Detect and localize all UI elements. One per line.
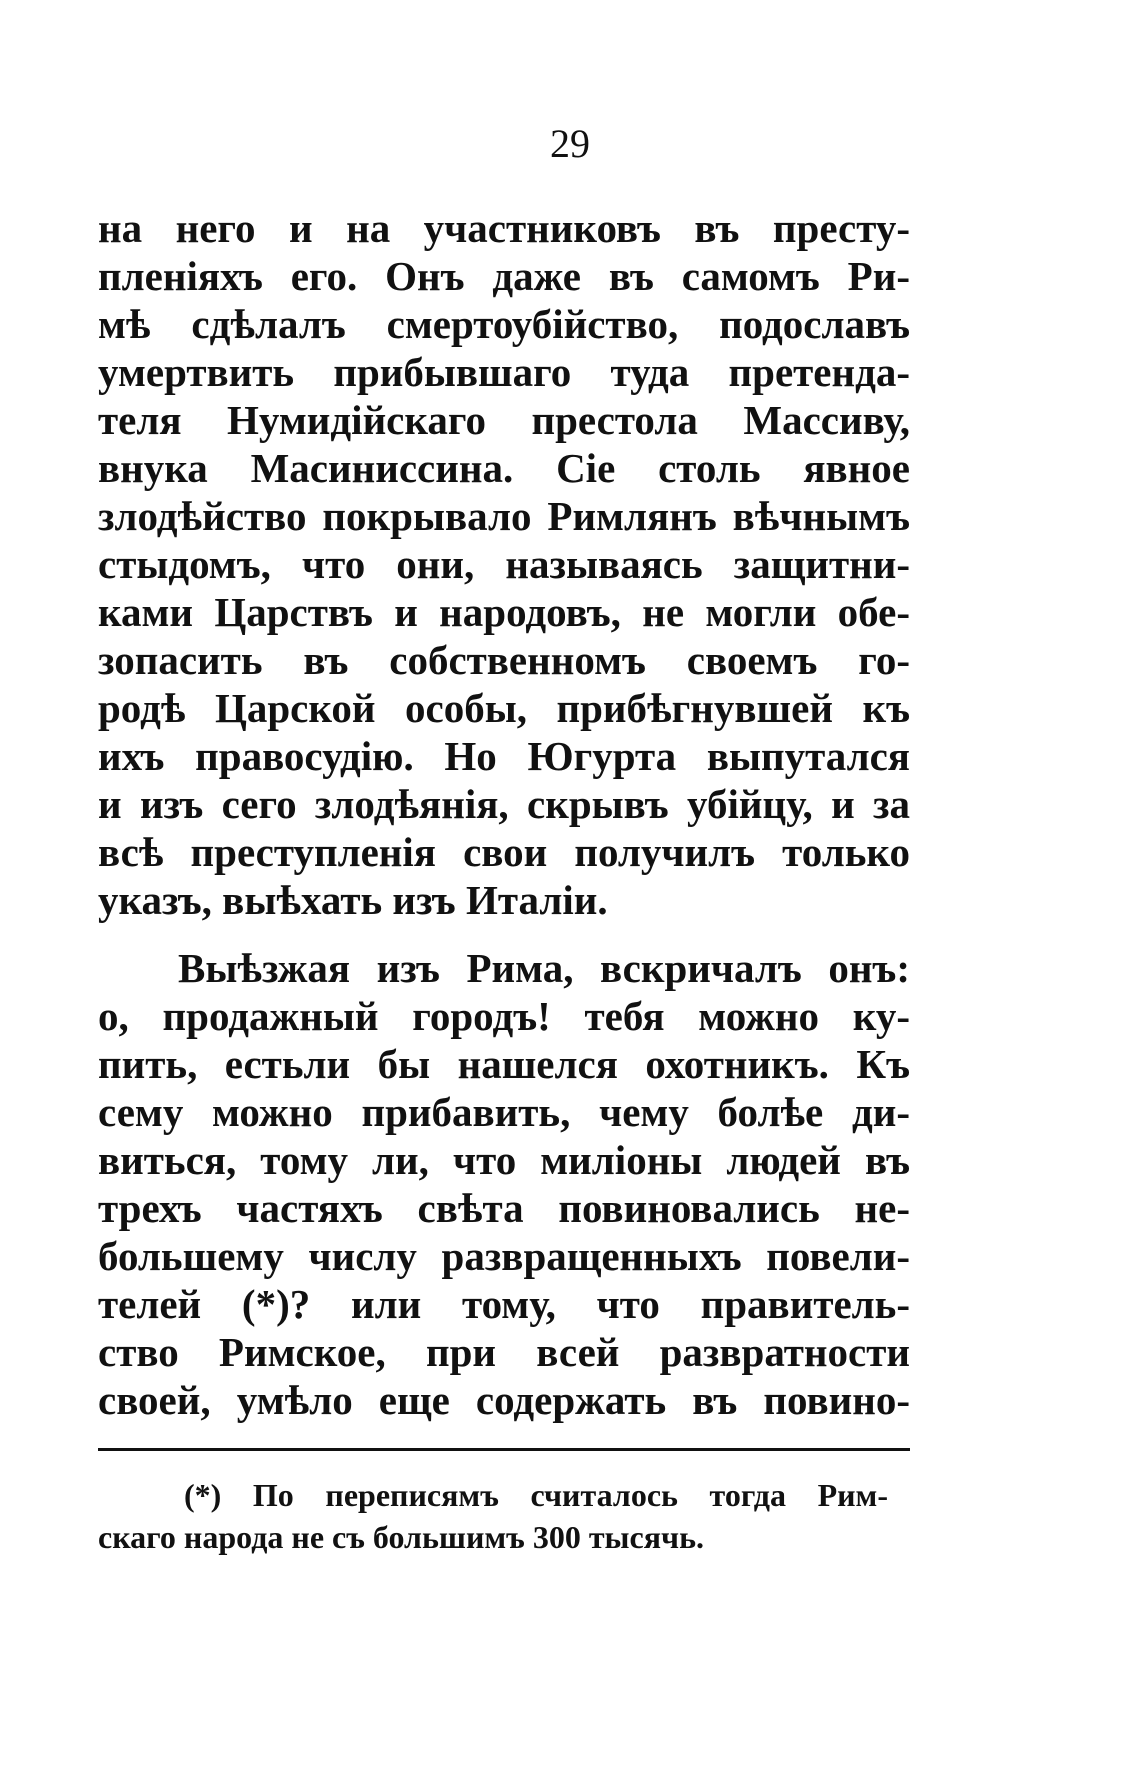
text-line: злодѣйство покрывало Римлянъ вѣчнымъ — [98, 493, 910, 539]
text-line: большему числу развращенныхъ повели- — [98, 1233, 910, 1279]
text-line: ками Царствъ и народовъ, не могли обе- — [98, 589, 910, 635]
text-line: сему можно прибавить, чему болѣе ди- — [98, 1089, 910, 1135]
paragraph-1 — [98, 204, 910, 924]
page-number: 29 — [550, 121, 590, 166]
text-line: виться, тому ли, что миліоны людей въ — [98, 1137, 910, 1183]
text-line: внука Масиниссина. Сіе столь явное — [98, 445, 910, 491]
footnote-divider — [98, 1448, 910, 1451]
text-line: пленіяхъ его. Онъ даже въ самомъ Ри- — [98, 253, 910, 299]
footnote-line: скаго народа не съ большимъ 300 тысячь. — [98, 1519, 705, 1555]
text-line: ихъ правосудію. Но Югурта выпутался — [98, 733, 910, 779]
text-line: пить, естьли бы нашелся охотникъ. Къ — [98, 1041, 910, 1087]
text-line: мѣ сдѣлалъ смертоубійство, подославъ — [98, 301, 910, 347]
text-line: умертвить прибывшаго туда претенда- — [98, 349, 910, 395]
text-line: ство Римское, при всей развратности — [98, 1329, 910, 1375]
text-line: указъ, выѣхать изъ Италіи. — [98, 877, 608, 923]
text-line: своей, умѣло еще содержать въ повино- — [98, 1377, 910, 1423]
text-line: родѣ Царской особы, прибѣгнувшей къ — [98, 685, 910, 731]
text-line: телей (*)? или тому, что правитель- — [98, 1281, 910, 1327]
text-line: зопасить въ собственномъ своемъ го- — [98, 637, 910, 683]
footnote — [98, 1474, 888, 1558]
text-line: стыдомъ, что они, называясь защитни- — [98, 541, 910, 587]
text-line: на него и на участниковъ въ престу- — [98, 205, 910, 251]
text-line: о, продажный городъ! тебя можно ку- — [98, 993, 910, 1039]
text-line: всѣ преступленія свои получилъ только — [98, 829, 910, 875]
text-line: трехъ частяхъ свѣта повиновались не- — [98, 1185, 910, 1231]
text-line: Выѣзжая изъ Рима, вскричалъ онъ: — [178, 945, 910, 991]
text-line: и изъ сего злодѣянія, скрывъ убійцу, и за — [98, 781, 910, 827]
text-line: теля Нумидійскаго престола Массиву, — [98, 397, 910, 443]
paragraph-2 — [98, 944, 910, 1424]
footnote-line: (*) По переписямъ считалось тогда Рим- — [184, 1477, 888, 1513]
